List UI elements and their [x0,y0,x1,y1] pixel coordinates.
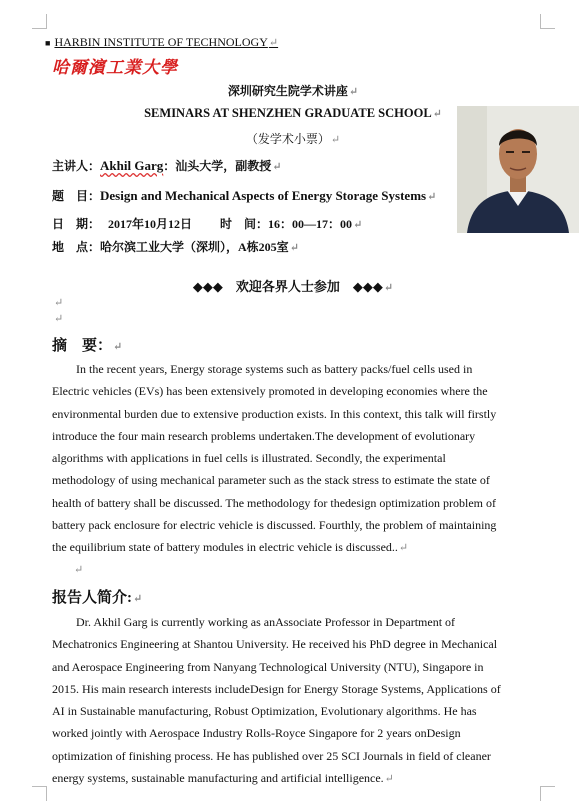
speaker-name: Akhil Garg [100,158,164,173]
university-logo: 哈爾濱工業大學 [52,58,178,78]
abstract-heading: 摘 要：↵ [52,338,123,354]
seminar-title-en: SEMINARS AT SHENZHEN GRADUATE SCHOOL↵ [144,106,442,120]
topic-line: 题 目：Design and Mechanical Aspects of Energy Storage Systems↵ [52,188,437,203]
talk-date: 2017年10月12日 [108,217,193,231]
paragraph-mark-icon: ↵ [54,297,64,309]
bio-line: and Aerospace Engineering from Nanyang Technological University (NTU), Singapore in [52,659,484,674]
abstract-line: battery pack enclosure for electric vehicle is discussed. Fourthly, the problem of maintaining [52,518,497,533]
bio-line: 2015. His main research interests includeDesign for Energy Storage Systems, Applications of [52,681,501,696]
bio-line: Dr. Akhil Garg is currently working as anAssociate Professor in Department of [76,615,456,629]
institute-header [45,35,278,50]
abstract-line: environmental burden due to extensive production exists. In this context, this talk will firstly [52,406,497,421]
seminar-title-cn: 深圳研究生院学术讲座↵ [227,84,359,98]
paragraph-mark-icon: ↵ [54,313,64,325]
abstract-line: introduce the four main research problems undertaken.The development of evolutionary [52,428,476,443]
bio-line: Mechatronics Engineering at Shantou University. He received his PhD degree in Mechanical [52,637,498,652]
crop-mark-bottom-left [32,786,47,801]
speaker-line: 主讲人：Akhil Garg：汕头大学，副教授↵ [52,158,282,173]
bullet-icon: ■ [45,38,51,48]
crop-mark-bottom-right [540,786,555,801]
bio-line: worked jointly with Aerospace Industry Rolls-Royce Singapore for 2 years onDesign [52,726,461,741]
bio-line: AI in Sustainable manufacturing, Robust Optimization, Evolutionary algorithms. He has [52,704,477,719]
speaker-photo [457,106,579,233]
abstract-line: health of battery shall be discussed. The methodology for thedesign optimization problem of [52,495,497,510]
talk-time: 16：00—17：00 [268,217,353,231]
abstract-line: Electric vehicles (EVs) has been extensively promoted in developing economies where the [52,384,488,399]
abstract-line: algorithms with applications in fuel cells is illustrated. Secondly, the experimental [52,451,446,466]
paragraph-mark-icon: ↵ [268,37,279,49]
bio-line: optimization of finishing process. He has published over 25 SCI Journals in field of cleaner [52,748,491,763]
bio-paragraph: Dr. Akhil Garg is currently working as anAssociate Professor in Department of Mechatronics Engineering at Shantou University. He received his PhD degree in Mechanical and Aerospace Engineering from Nanyang Technological University (NTU), Singapore in 2015. His main research interests includeDesign for Energy Storage Systems, Applications of AI in Sustainable manufacturing, Robust Optimization, Evolutionary algorithms. He has worked jointly with Aerospace Industry Rolls-Royce Singapore for 2 years onDesign optimization of finishing process. He has published over 25 SCI Journals in field of cleaner energy systems, sustainable manufacturing and artificial intelligence.↵ [52,611,540,790]
abstract-line: the equilibrium state of battery modules in electric vehicle is discussed.. [52,540,398,555]
paragraph-mark-icon: ↵ [74,564,84,576]
talk-title: Design and Mechanical Aspects of Energy Storage Systems [100,188,427,203]
bio-heading: 报告人简介:↵ [52,590,143,606]
location-line: 地 点：哈尔滨工业大学（深圳），A栋205室↵ [52,240,299,254]
ticket-note: （发学术小票）↵ [245,132,341,146]
talk-location: 哈尔滨工业大学（深圳），A栋205室 [100,240,289,254]
crop-mark-top-left [32,14,47,29]
abstract-paragraph: In the recent years, Energy storage systems such as battery packs/fuel cells used in Electric vehicles (EVs) has been extensively promoted in developing economies where the environmental burden due to extensive production exists. In this context, this talk will firstly introduce the four main research problems undertaken.The development of evolutionary algorithms with applications in fuel cells is illustrated. Secondly, the experimental methodology of using mechanical parameter such as the stack stress to estimate the state of health of battery shall be discussed. The methodology for thedesign optimization problem of battery pack enclosure for electric vehicle is discussed. Fourthly, the problem of maintaining the equilibrium state of battery modules in electric vehicle is discussed..↵ [52,358,540,560]
institute-name: HARBIN INSTITUTE OF TECHNOLOGY [54,35,268,49]
date-line: 日 期： 2017年10月12日 时 间：16：00—17：00↵ [52,217,363,231]
abstract-line: In the recent years, Energy storage systems such as battery packs/fuel cells used in [76,362,473,376]
crop-mark-top-right [540,14,555,29]
bio-line: energy systems, sustainable manufacturing and artificial intelligence. [52,771,384,786]
welcome-banner: ◆◆◆ 欢迎各界人士参加 ◆◆◆↵ [192,279,394,294]
abstract-line: methodology of using mechanical parameter such as the stack stress to estimate the state of [52,473,490,488]
